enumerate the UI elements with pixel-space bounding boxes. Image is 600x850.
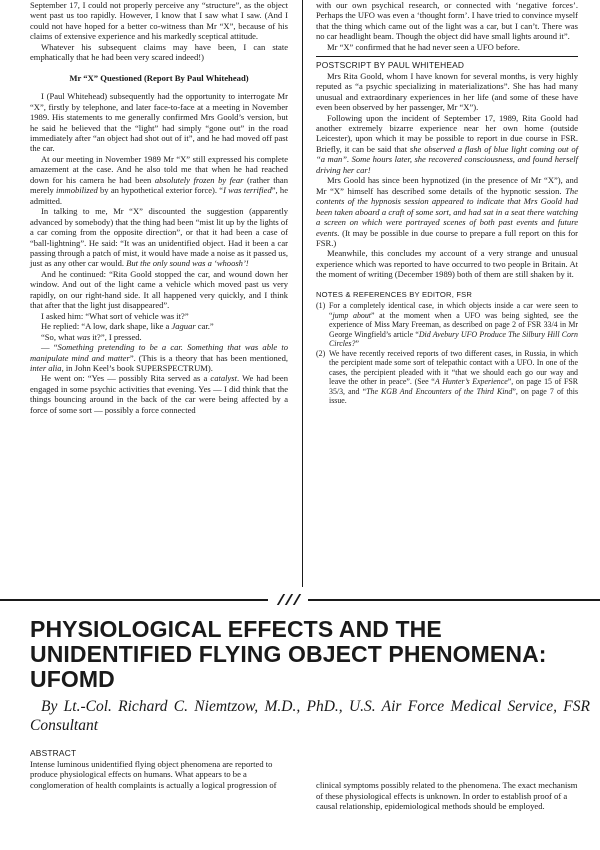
paragraph: And he continued: “Rita Goold stopped the car, and wound down her window. And out of the light came a vehicle which moved past us very rapidly, on our right-hand side. It all happened very quickly, and I think that after that the light just disappeared”. bbox=[30, 268, 288, 311]
paragraph: — “Something pretending to be a car. Something that was able to manipulate mind and matter”. (This is a theory that has been mentioned, inter alia, in John Keel’s book SUPERSPECTRUM). bbox=[30, 342, 288, 373]
paragraph: At our meeting in November 1989 Mr “X” still expressed his complete amazement at the case. And he also told me that when he had reached down for his camera he had been absolutely frozen by fear (rather than merely immobilized by an hypothetical exterior force). “I was terrified”, he admitted. bbox=[30, 153, 288, 206]
note-number: (1) bbox=[316, 301, 326, 311]
abstract-right bbox=[316, 780, 578, 812]
postscript-heading: POSTSCRIPT BY PAUL WHITEHEAD bbox=[316, 60, 465, 71]
notes-section bbox=[316, 290, 578, 406]
left-column bbox=[30, 0, 288, 415]
notes-heading: NOTES & REFERENCES BY EDITOR, FSR bbox=[316, 289, 473, 299]
paragraph: Meanwhile, this concludes my account of a very strange and unusual experience which was reported to have occurred to two people in Britain. At the moment of writing (December 1989) both of them are still shaken by it. bbox=[316, 248, 578, 280]
paragraph: “So, what was it?”, I pressed. bbox=[41, 331, 142, 342]
abstract-text: Intense luminous unidentified flying object phenomena are reported to produce physiological effects on humans. What appears to be a conglomeration of health complaints is actually a logical progression of bbox=[30, 758, 277, 790]
section-subheading: Mr “X” Questioned (Report By Paul Whitehead) bbox=[69, 72, 249, 83]
separator-slash bbox=[285, 594, 293, 605]
paragraph: Mr “X” confirmed that he had never seen a UFO before. bbox=[327, 41, 520, 52]
paragraph: I asked him: “What sort of vehicle was it?” bbox=[41, 310, 189, 321]
paragraph: Whatever his subsequent claims may have been, I can state emphatically that he had been very scared indeed!) bbox=[30, 41, 288, 63]
horizontal-rule bbox=[316, 56, 578, 57]
separator-slash bbox=[293, 594, 301, 605]
paragraph: Mrs Goold has since been hypnotized (in the presence of Mr “X”), and Mr “X” himself has described some details of the hypnotic session. The contents of the hypnosis session appeared to indicate that Mrs Goold had been taken aboard a craft of some sort, and had sat in a seat there watching a screen on which were portrayed scenes of both past events and future events. (It may be possible in due course to prepare a full report on this for FSR.) bbox=[316, 175, 578, 248]
abstract-heading: ABSTRACT bbox=[30, 748, 77, 758]
separator-slash bbox=[277, 594, 285, 605]
note-item bbox=[316, 301, 578, 349]
note-text: We have recently received reports of two different cases, in Russia, in which the percipient made some sort of telepathic contact with a UFO. In one of the cases, the percipient pleaded with it “that we should each go our way and leave the other in peace”. (See “A Hunter’s Experience”, on page 15 of FSR 35/3, and “The KGB And Encounters of the Third Kind”, on page 7 of this issue. bbox=[329, 348, 579, 406]
paragraph: Following upon the incident of September 17, 1989, Rita Goold had another extremely bizarre experience near her own home (outside Leicester), upon which it may be possible to report in due course in FSR. Briefly, it can be said that she observed a flash of blue light coming out of “a man”. Some hours later, she recovered consciousness, and found herself driving her car! bbox=[316, 112, 579, 175]
column-divider bbox=[302, 0, 303, 587]
paragraph: He replied: “A low, dark shape, like a Jaguar car.” bbox=[41, 321, 214, 332]
note-item bbox=[316, 349, 578, 406]
paragraph: Mrs Rita Goold, whom I have known for several months, is very highly reputed as “a psychic specializing in materializations”. She has had many unusual and extraordinary experiences in her life (and some of these have even been observed by her passenger, Mr “X”). bbox=[316, 70, 578, 113]
abstract-text: clinical symptoms possibly related to the phenomena. The exact mechanism of these physiological effects is unknown. In order to establish proof of a causal relationship, epidemiological methods should be employed. bbox=[316, 780, 578, 812]
separator-line bbox=[308, 599, 600, 601]
note-text: For a completely identical case, in which objects inside a car were seen to “jump about” at the moment when a UFO was being sighted, see the experience of Miss Mary Freeman, as described on page 2 of FSR 33/4 in Mr George Wingfield’s article “Did Avebury UFO Produce The Silbury Hill Corn Circles?” bbox=[329, 301, 578, 349]
separator-line bbox=[0, 599, 268, 601]
note-number: (2) bbox=[316, 348, 326, 358]
right-column bbox=[316, 0, 578, 406]
article-separator bbox=[0, 593, 600, 607]
article-byline: By Lt.-Col. Richard C. Niemtzow, M.D., PhD., U.S. Air Force Medical Service, FSR Consultant bbox=[30, 698, 590, 734]
paragraph: I (Paul Whitehead) subsequently had the opportunity to interrogate Mr “X”, firstly by telephone, and later face-to-face at a meeting in November 1989. His statements to me generally confirmed Mrs Goold’s version, but he said he believed that the “light” had simply “gone out” in the road immediately after “an object had shot out of it”, and he had moved off past the car. bbox=[30, 91, 288, 154]
article-title: PHYSIOLOGICAL EFFECTS AND THE UNIDENTIFIED FLYING OBJECT PHENOMENA: UFOMD bbox=[30, 616, 547, 692]
abstract-left bbox=[30, 748, 286, 790]
paragraph: He went on: “Yes — possibly Rita served as a catalyst. We had been engaged in some psychic activities that evening. Yes — I did think that the things bouncing around in the back of the car were being affected by a force of some sort — possibly a force connected bbox=[30, 373, 289, 415]
paragraph: In talking to me, Mr “X” discounted the suggestion (apparently advanced by somebody) that the thing had been “mist lit up by the lights of a car coming from the opposite direction”, or that it had been a case of “ball-lightning”. He said: “It was an unidentified object. Had it been a car passing through a patch of mist, it would have made a noise as it passed us, just as any other car would. But the only sound was a ‘whoosh’! bbox=[30, 206, 288, 269]
paragraph: with our own psychical research, or connected with ‘negative forces’. Perhaps the UFO was even a ‘thought form’. I have tried to convince myself that the thing which came out of the light was a car, but I can’t. There was no car headlight beam. Though the object did have small lights around it”. bbox=[316, 0, 578, 42]
paragraph: September 17, I could not properly perceive any “structure”, as the object went past us too rapidly. However, I know that I saw what I saw. (And I could not have hoped for a better co-witness than Mr “X”, because of his claims of extensive experience and his markedly sceptical attitude. bbox=[30, 0, 288, 42]
